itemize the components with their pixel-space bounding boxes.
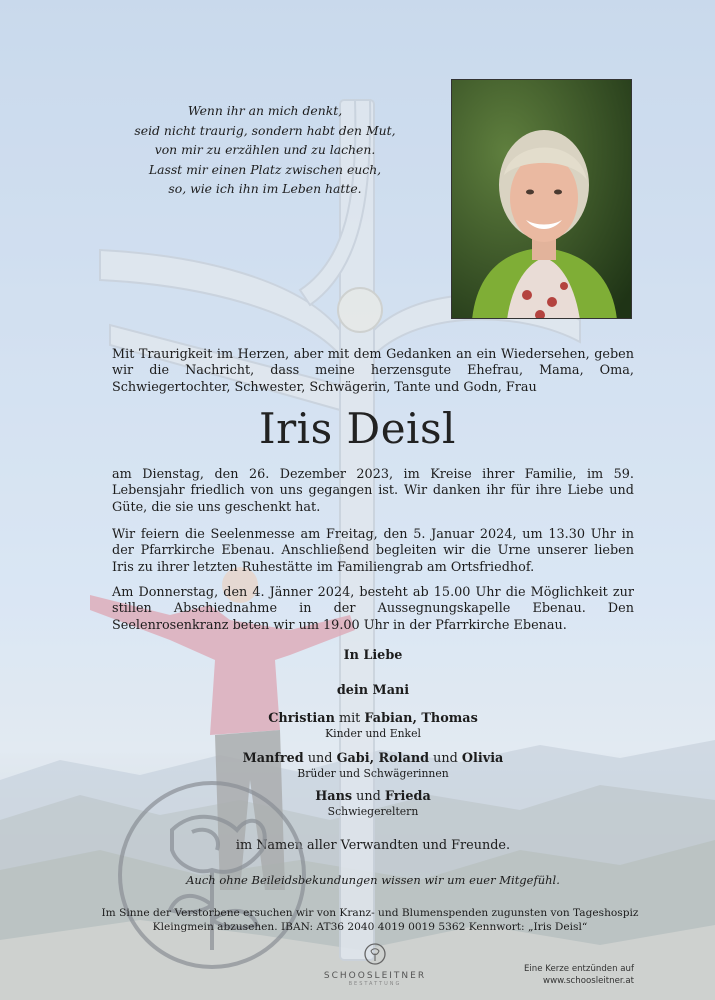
siblings-role: Brüder und Schwägerinnen <box>297 767 449 780</box>
donation-line: Im Sinne der Verstorbene ersuchen wir von Kranz- und Blumenspenden zugunsten von Tageshospiz <box>101 907 639 919</box>
mourner-name: Fabian, Thomas <box>364 711 478 726</box>
service-paragraph: Wir feiern die Seelenmesse am Freitag, den 5. Januar 2024, um 13.30 Uhr in der Pfarrkirche Ebenau. Anschließend begleiten wir die Urne unserer lieben Iris zu ihrer letzten Ruhestätte im Familiengrab am Ortsfriedhof. <box>112 527 634 575</box>
siblings-line <box>112 751 634 766</box>
parents-role: Schwiegereltern <box>327 805 419 818</box>
poem-line: seid nicht traurig, sondern habt den Mut, <box>134 122 396 138</box>
farewell-paragraph: Am Donnerstag, den 4. Jänner 2024, besteht ab 15.00 Uhr die Möglichkeit zur stillen Abschiednahme in der Aussegnungskapelle Ebenau. Den Seelenrosenkranz beten wir um 19.00 Uhr in der Pfarrkirche Ebenau. <box>112 585 634 633</box>
poem-line: von mir zu erzählen und zu lachen. <box>154 142 376 157</box>
deceased-name: Iris Deisl <box>259 404 456 453</box>
connector: und <box>303 751 337 766</box>
brand-name: SCHOOSLEITNER <box>323 971 427 981</box>
candle-label: Eine Kerze entzünden auf <box>523 964 634 974</box>
mourner-name: Olivia <box>461 751 504 766</box>
in-liebe: In Liebe <box>343 648 403 663</box>
portrait-image <box>452 80 632 319</box>
donation-line: Kleingmein abzusehen. IBAN: AT36 2040 4019 0019 5362 Kennwort: „Iris Deisl“ <box>152 920 588 933</box>
rose-logo-icon <box>364 943 386 965</box>
all-relatives: im Namen aller Verwandten und Freunde. <box>235 838 511 853</box>
candle-url: www.schoosleitner.at <box>543 976 634 986</box>
children-line <box>112 711 634 726</box>
children-role: Kinder und Enkel <box>325 727 421 740</box>
poem-line: Wenn ihr an mich denkt, <box>187 103 343 118</box>
husband-name: dein Mani <box>336 683 410 698</box>
mourner-name: Frieda <box>384 789 431 804</box>
memorial-poem <box>100 101 430 199</box>
connector: mit <box>334 711 365 726</box>
brand-subtitle: BESTATTUNG <box>348 981 402 987</box>
funeral-home-logo[interactable] <box>300 943 450 987</box>
donation-note <box>100 907 640 934</box>
mourner-name: Gabi, Roland <box>336 751 430 766</box>
death-notice-paragraph: am Dienstag, den 26. Dezember 2023, im Kreise ihrer Familie, im 59. Lebensjahr friedlich von uns gegangen ist. Wir danken ihr für ihre Liebe und Güte, die sie uns geschenkt hat. <box>112 467 634 515</box>
poem-line: so, wie ich ihn im Leben hatte. <box>168 181 362 196</box>
poem-line: Lasst mir einen Platz zwischen euch, <box>148 161 382 177</box>
connector: und <box>429 751 462 766</box>
mourner-name: Christian <box>268 711 335 726</box>
no-condolences-note: Auch ohne Beileidsbekundungen wissen wir um euer Mitgefühl. <box>186 873 560 887</box>
light-candle-link[interactable] <box>500 963 634 987</box>
mourner-name: Manfred <box>242 751 304 766</box>
mourner-name: Hans <box>315 789 353 804</box>
portrait-photo <box>451 79 632 319</box>
intro-text: Mit Traurigkeit im Herzen, aber mit dem Gedanken an ein Wiedersehen, geben wir die Nachricht, dass meine herzensgute Ehefrau, Mama, Oma, Schwiegertochter, Schwester, Schwägerin, Tante und Godn, Frau <box>112 347 634 395</box>
connector: und <box>352 789 385 804</box>
